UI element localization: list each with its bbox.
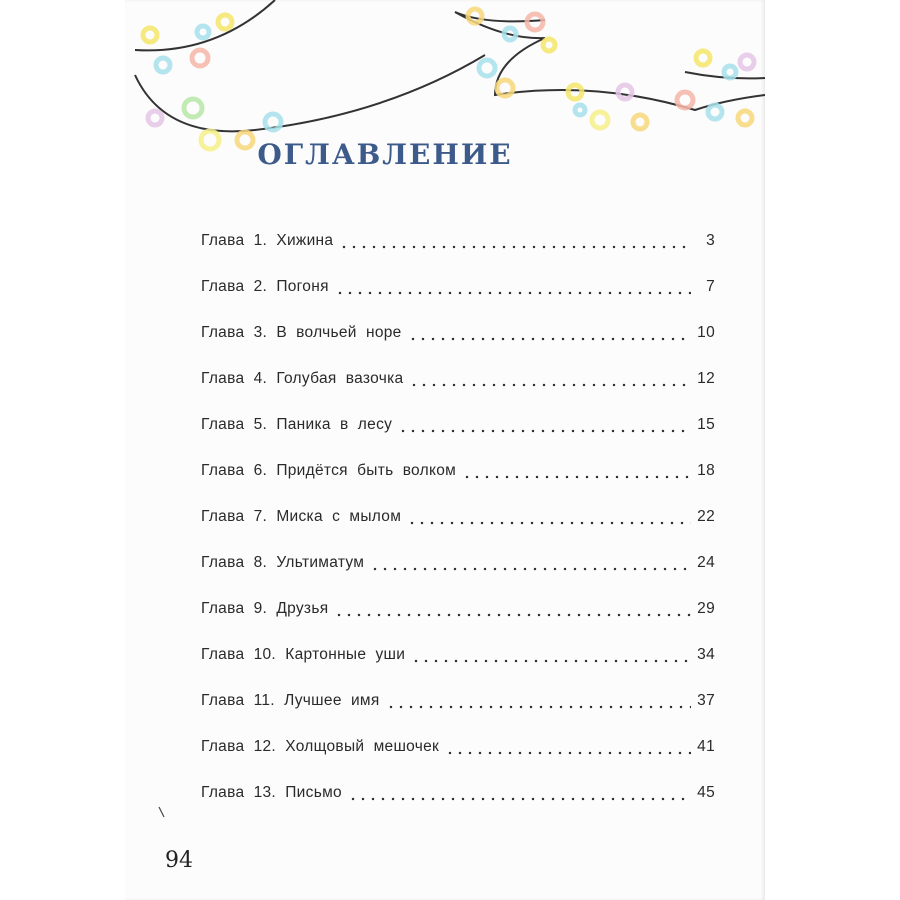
chapter-page-number: 22 (697, 508, 715, 525)
chapter-title: Глава 1. Хижина (201, 232, 334, 249)
toc-entry (201, 448, 715, 494)
dot-leader (407, 509, 691, 525)
toc-entry (201, 770, 715, 816)
toc-entry (201, 494, 715, 540)
chapter-page-number: 41 (697, 738, 715, 755)
chapter-title: Глава 8. Ультиматум (201, 554, 365, 571)
toc-entry (201, 724, 715, 770)
chapter-title: Глава 2. Погоня (201, 278, 329, 295)
chapter-page-number: 3 (706, 232, 715, 249)
toc-entry (201, 310, 715, 356)
toc-entry (201, 540, 715, 586)
dot-leader (335, 279, 691, 295)
chapter-title: Глава 4. Голубая вазочка (201, 370, 404, 387)
toc-entry (201, 402, 715, 448)
page-number: 94 (165, 848, 193, 873)
toc-entry (201, 356, 715, 402)
dot-leader (445, 739, 691, 755)
chapter-title: Глава 5. Паника в лесу (201, 416, 393, 433)
page-title: ОГЛАВЛЕНИЕ (257, 138, 513, 171)
chapter-page-number: 45 (697, 784, 715, 801)
chapter-title: Глава 9. Друзья (201, 600, 329, 617)
chapter-title: Глава 7. Миска с мылом (201, 508, 402, 525)
chapter-page-number: 24 (697, 554, 715, 571)
dot-leader (462, 463, 691, 479)
toc-entry (201, 678, 715, 724)
chapter-title: Глава 11. Лучшее имя (201, 692, 380, 709)
chapter-page-number: 34 (697, 646, 715, 663)
chapter-title: Глава 6. Придётся быть волком (201, 462, 457, 479)
chapter-page-number: 15 (697, 416, 715, 433)
chapter-page-number: 37 (697, 692, 715, 709)
dot-leader (411, 647, 691, 663)
chapter-page-number: 29 (697, 600, 715, 617)
dot-leader (370, 555, 691, 571)
chapter-title: Глава 10. Картонные уши (201, 646, 406, 663)
dot-leader (398, 417, 691, 433)
table-of-contents (201, 218, 715, 816)
toc-entry (201, 218, 715, 264)
pencil-mark (158, 806, 166, 818)
dot-leader (348, 785, 691, 801)
chapter-page-number: 10 (697, 324, 715, 341)
chapter-title: Глава 12. Холщовый мешочек (201, 738, 440, 755)
dot-leader (386, 693, 691, 709)
chapter-title: Глава 13. Письмо (201, 784, 342, 801)
toc-entry (201, 632, 715, 678)
dot-leader (339, 233, 691, 249)
right-margin (765, 0, 900, 900)
toc-entry (201, 586, 715, 632)
dot-leader (408, 325, 691, 341)
chapter-title: Глава 3. В волчьей норе (201, 324, 402, 341)
chapter-page-number: 7 (706, 278, 715, 295)
chapter-page-number: 12 (697, 370, 715, 387)
chapter-page-number: 18 (697, 462, 715, 479)
left-margin (0, 0, 125, 900)
dot-leader (334, 601, 691, 617)
dot-leader (409, 371, 691, 387)
toc-entry (201, 264, 715, 310)
